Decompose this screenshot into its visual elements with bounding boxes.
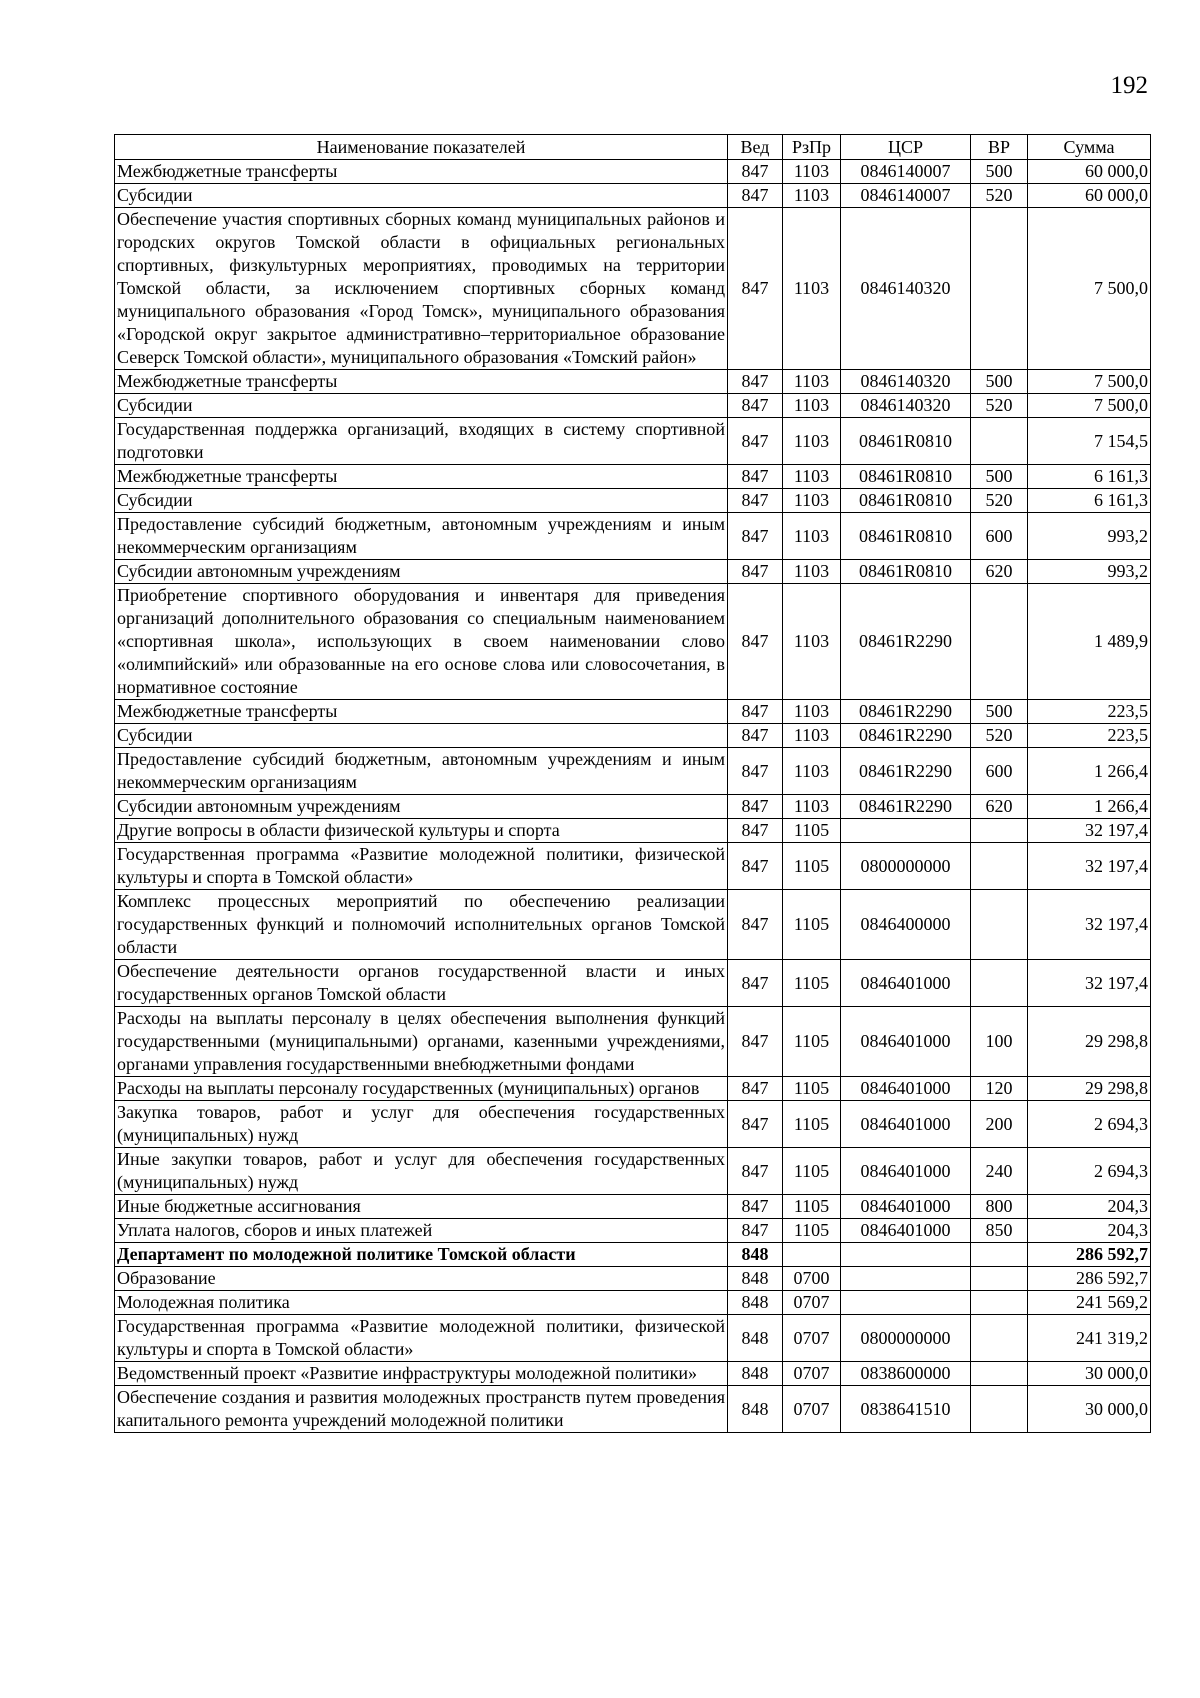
csr-cell: 0846401000 bbox=[841, 1219, 971, 1243]
ved-cell: 848 bbox=[728, 1243, 783, 1267]
rzpr-cell: 0707 bbox=[783, 1291, 841, 1315]
sum-cell: 204,3 bbox=[1028, 1219, 1151, 1243]
vr-cell bbox=[971, 843, 1028, 890]
column-header-csr: ЦСР bbox=[841, 135, 971, 160]
rzpr-cell: 0707 bbox=[783, 1315, 841, 1362]
csr-cell: 08461R2290 bbox=[841, 724, 971, 748]
sum-cell: 7 500,0 bbox=[1028, 370, 1151, 394]
table-row bbox=[115, 1243, 1151, 1267]
vr-cell bbox=[971, 819, 1028, 843]
vr-cell: 520 bbox=[971, 394, 1028, 418]
csr-cell: 0846140007 bbox=[841, 184, 971, 208]
table-row bbox=[115, 560, 1151, 584]
csr-cell bbox=[841, 1243, 971, 1267]
ved-cell: 848 bbox=[728, 1291, 783, 1315]
table-row bbox=[115, 748, 1151, 795]
table-row bbox=[115, 1219, 1151, 1243]
vr-cell: 100 bbox=[971, 1007, 1028, 1077]
table-row bbox=[115, 394, 1151, 418]
rzpr-cell: 1103 bbox=[783, 160, 841, 184]
vr-cell bbox=[971, 208, 1028, 370]
table-row bbox=[115, 489, 1151, 513]
ved-cell: 847 bbox=[728, 795, 783, 819]
rzpr-cell: 1103 bbox=[783, 795, 841, 819]
table-row bbox=[115, 724, 1151, 748]
table-body bbox=[115, 160, 1151, 1433]
rzpr-cell: 1105 bbox=[783, 1077, 841, 1101]
vr-cell: 620 bbox=[971, 560, 1028, 584]
rzpr-cell: 1105 bbox=[783, 1148, 841, 1195]
name-cell: Субсидии bbox=[115, 489, 728, 513]
vr-cell: 850 bbox=[971, 1219, 1028, 1243]
name-cell: Государственная программа «Развитие молодежной политики, физической культуры и спорта в Томской области» bbox=[115, 843, 728, 890]
table-row bbox=[115, 1148, 1151, 1195]
vr-cell: 520 bbox=[971, 184, 1028, 208]
rzpr-cell: 1103 bbox=[783, 584, 841, 700]
ved-cell: 847 bbox=[728, 1101, 783, 1148]
rzpr-cell: 1105 bbox=[783, 843, 841, 890]
rzpr-cell: 0707 bbox=[783, 1362, 841, 1386]
name-cell: Другие вопросы в области физической культуры и спорта bbox=[115, 819, 728, 843]
rzpr-cell bbox=[783, 1243, 841, 1267]
name-cell: Предоставление субсидий бюджетным, автономным учреждениям и иным некоммерческим организациям bbox=[115, 513, 728, 560]
vr-cell bbox=[971, 418, 1028, 465]
sum-cell: 223,5 bbox=[1028, 700, 1151, 724]
ved-cell: 847 bbox=[728, 843, 783, 890]
rzpr-cell: 1103 bbox=[783, 418, 841, 465]
vr-cell: 500 bbox=[971, 700, 1028, 724]
sum-cell: 241 319,2 bbox=[1028, 1315, 1151, 1362]
csr-cell: 0846140320 bbox=[841, 394, 971, 418]
csr-cell bbox=[841, 819, 971, 843]
rzpr-cell: 1103 bbox=[783, 370, 841, 394]
name-cell: Иные закупки товаров, работ и услуг для обеспечения государственных (муниципальных) нужд bbox=[115, 1148, 728, 1195]
rzpr-cell: 1103 bbox=[783, 560, 841, 584]
vr-cell bbox=[971, 1267, 1028, 1291]
sum-cell: 223,5 bbox=[1028, 724, 1151, 748]
column-header-rzpr: РзПр bbox=[783, 135, 841, 160]
name-cell: Обеспечение деятельности органов государственной власти и иных государственных органов Томской области bbox=[115, 960, 728, 1007]
csr-cell: 0846401000 bbox=[841, 1077, 971, 1101]
sum-cell: 1 266,4 bbox=[1028, 748, 1151, 795]
csr-cell: 08461R0810 bbox=[841, 560, 971, 584]
sum-cell: 32 197,4 bbox=[1028, 819, 1151, 843]
vr-cell: 500 bbox=[971, 370, 1028, 394]
name-cell: Расходы на выплаты персоналу государственных (муниципальных) органов bbox=[115, 1077, 728, 1101]
table-row bbox=[115, 418, 1151, 465]
sum-cell: 60 000,0 bbox=[1028, 184, 1151, 208]
sum-cell: 286 592,7 bbox=[1028, 1243, 1151, 1267]
table-row bbox=[115, 1077, 1151, 1101]
ved-cell: 848 bbox=[728, 1386, 783, 1433]
ved-cell: 847 bbox=[728, 370, 783, 394]
name-cell: Межбюджетные трансферты bbox=[115, 160, 728, 184]
vr-cell: 520 bbox=[971, 489, 1028, 513]
ved-cell: 847 bbox=[728, 1077, 783, 1101]
sum-cell: 2 694,3 bbox=[1028, 1148, 1151, 1195]
table-row bbox=[115, 1386, 1151, 1433]
rzpr-cell: 1105 bbox=[783, 1101, 841, 1148]
name-cell: Молодежная политика bbox=[115, 1291, 728, 1315]
ved-cell: 847 bbox=[728, 748, 783, 795]
rzpr-cell: 1103 bbox=[783, 489, 841, 513]
vr-cell: 240 bbox=[971, 1148, 1028, 1195]
ved-cell: 847 bbox=[728, 560, 783, 584]
rzpr-cell: 1103 bbox=[783, 465, 841, 489]
column-header-name: Наименование показателей bbox=[115, 135, 728, 160]
ved-cell: 847 bbox=[728, 513, 783, 560]
sum-cell: 30 000,0 bbox=[1028, 1362, 1151, 1386]
rzpr-cell: 0700 bbox=[783, 1267, 841, 1291]
vr-cell bbox=[971, 890, 1028, 960]
csr-cell: 0846401000 bbox=[841, 1195, 971, 1219]
table-row bbox=[115, 184, 1151, 208]
ved-cell: 848 bbox=[728, 1362, 783, 1386]
name-cell: Субсидии bbox=[115, 724, 728, 748]
csr-cell: 08461R0810 bbox=[841, 489, 971, 513]
ved-cell: 847 bbox=[728, 819, 783, 843]
table-row bbox=[115, 795, 1151, 819]
csr-cell: 0846140320 bbox=[841, 208, 971, 370]
name-cell: Межбюджетные трансферты bbox=[115, 700, 728, 724]
column-header-vr: ВР bbox=[971, 135, 1028, 160]
table-row bbox=[115, 1267, 1151, 1291]
name-cell: Уплата налогов, сборов и иных платежей bbox=[115, 1219, 728, 1243]
name-cell: Межбюджетные трансферты bbox=[115, 370, 728, 394]
ved-cell: 848 bbox=[728, 1267, 783, 1291]
rzpr-cell: 1103 bbox=[783, 724, 841, 748]
name-cell: Субсидии автономным учреждениям bbox=[115, 795, 728, 819]
sum-cell: 7 154,5 bbox=[1028, 418, 1151, 465]
table-row bbox=[115, 1362, 1151, 1386]
sum-cell: 29 298,8 bbox=[1028, 1007, 1151, 1077]
page-number: 192 bbox=[1110, 72, 1148, 99]
csr-cell: 0846401000 bbox=[841, 1148, 971, 1195]
table-row bbox=[115, 960, 1151, 1007]
vr-cell: 800 bbox=[971, 1195, 1028, 1219]
name-cell: Обеспечение создания и развития молодежных пространств путем проведения капитального ремонта учреждений молодежной политики bbox=[115, 1386, 728, 1433]
sum-cell: 204,3 bbox=[1028, 1195, 1151, 1219]
sum-cell: 60 000,0 bbox=[1028, 160, 1151, 184]
sum-cell: 7 500,0 bbox=[1028, 208, 1151, 370]
table-row bbox=[115, 208, 1151, 370]
csr-cell: 08461R2290 bbox=[841, 700, 971, 724]
name-cell: Государственная программа «Развитие молодежной политики, физической культуры и спорта в Томской области» bbox=[115, 1315, 728, 1362]
vr-cell bbox=[971, 960, 1028, 1007]
vr-cell: 500 bbox=[971, 465, 1028, 489]
csr-cell: 0846401000 bbox=[841, 1101, 971, 1148]
name-cell: Приобретение спортивного оборудования и инвентаря для приведения организаций дополнительного образования со специальным наименованием «спортивная школа», использующих в своем наименовании слово «олимпийский» или образованные на его основе слова или словосочетания, в нормативное состояние bbox=[115, 584, 728, 700]
ved-cell: 847 bbox=[728, 700, 783, 724]
rzpr-cell: 1103 bbox=[783, 748, 841, 795]
vr-cell: 620 bbox=[971, 795, 1028, 819]
name-cell: Обеспечение участия спортивных сборных команд муниципальных районов и городских округов Томской области в официальных региональных спортивных, физкультурных мероприятиях, проводимых на территории Томской области, за исключением спортивных сборных команд муниципального образования «Город Томск», муниципального образования «Городской округ закрытое административно–территориальное образование Северск Томской области», муниципального образования «Томский район» bbox=[115, 208, 728, 370]
table-row bbox=[115, 700, 1151, 724]
vr-cell: 520 bbox=[971, 724, 1028, 748]
table-row bbox=[115, 584, 1151, 700]
table-row bbox=[115, 1315, 1151, 1362]
name-cell: Субсидии bbox=[115, 394, 728, 418]
table-row bbox=[115, 160, 1151, 184]
name-cell: Иные бюджетные ассигнования bbox=[115, 1195, 728, 1219]
rzpr-cell: 1105 bbox=[783, 1219, 841, 1243]
rzpr-cell: 1105 bbox=[783, 1007, 841, 1077]
ved-cell: 847 bbox=[728, 1148, 783, 1195]
csr-cell: 08461R0810 bbox=[841, 418, 971, 465]
ved-cell: 847 bbox=[728, 208, 783, 370]
ved-cell: 847 bbox=[728, 184, 783, 208]
csr-cell: 08461R0810 bbox=[841, 513, 971, 560]
column-header-ved: Вед bbox=[728, 135, 783, 160]
csr-cell: 0846140007 bbox=[841, 160, 971, 184]
rzpr-cell: 1105 bbox=[783, 960, 841, 1007]
csr-cell: 0838641510 bbox=[841, 1386, 971, 1433]
sum-cell: 7 500,0 bbox=[1028, 394, 1151, 418]
name-cell: Государственная поддержка организаций, входящих в систему спортивной подготовки bbox=[115, 418, 728, 465]
csr-cell: 08461R2290 bbox=[841, 795, 971, 819]
rzpr-cell: 0707 bbox=[783, 1386, 841, 1433]
csr-cell: 0800000000 bbox=[841, 1315, 971, 1362]
rzpr-cell: 1103 bbox=[783, 513, 841, 560]
vr-cell: 600 bbox=[971, 748, 1028, 795]
ved-cell: 847 bbox=[728, 724, 783, 748]
ved-cell: 847 bbox=[728, 160, 783, 184]
vr-cell bbox=[971, 584, 1028, 700]
csr-cell: 0838600000 bbox=[841, 1362, 971, 1386]
csr-cell bbox=[841, 1291, 971, 1315]
name-cell: Ведомственный проект «Развитие инфраструктуры молодежной политики» bbox=[115, 1362, 728, 1386]
sum-cell: 30 000,0 bbox=[1028, 1386, 1151, 1433]
table-row bbox=[115, 890, 1151, 960]
table-row bbox=[115, 1291, 1151, 1315]
table-header-row bbox=[115, 135, 1151, 160]
sum-cell: 1 489,9 bbox=[1028, 584, 1151, 700]
sum-cell: 993,2 bbox=[1028, 513, 1151, 560]
ved-cell: 848 bbox=[728, 1315, 783, 1362]
table-row bbox=[115, 819, 1151, 843]
table-row bbox=[115, 1195, 1151, 1219]
table-row bbox=[115, 513, 1151, 560]
name-cell: Предоставление субсидий бюджетным, автономным учреждениям и иным некоммерческим организациям bbox=[115, 748, 728, 795]
ved-cell: 847 bbox=[728, 394, 783, 418]
name-cell: Расходы на выплаты персоналу в целях обеспечения выполнения функций государственными (муниципальными) органами, казенными учреждениями, органами управления государственными внебюджетными фондами bbox=[115, 1007, 728, 1077]
csr-cell: 0846140320 bbox=[841, 370, 971, 394]
name-cell: Департамент по молодежной политике Томской области bbox=[115, 1243, 728, 1267]
name-cell: Субсидии автономным учреждениям bbox=[115, 560, 728, 584]
table-row bbox=[115, 465, 1151, 489]
csr-cell: 0846401000 bbox=[841, 960, 971, 1007]
csr-cell: 08461R2290 bbox=[841, 584, 971, 700]
budget-table bbox=[114, 134, 1151, 1433]
name-cell: Комплекс процессных мероприятий по обеспечению реализации государственных функций и полномочий исполнительных органов Томской области bbox=[115, 890, 728, 960]
ved-cell: 847 bbox=[728, 489, 783, 513]
ved-cell: 847 bbox=[728, 960, 783, 1007]
vr-cell bbox=[971, 1243, 1028, 1267]
name-cell: Закупка товаров, работ и услуг для обеспечения государственных (муниципальных) нужд bbox=[115, 1101, 728, 1148]
table-row bbox=[115, 370, 1151, 394]
vr-cell bbox=[971, 1315, 1028, 1362]
sum-cell: 32 197,4 bbox=[1028, 843, 1151, 890]
rzpr-cell: 1105 bbox=[783, 819, 841, 843]
table-row bbox=[115, 1007, 1151, 1077]
ved-cell: 847 bbox=[728, 1219, 783, 1243]
vr-cell: 500 bbox=[971, 160, 1028, 184]
ved-cell: 847 bbox=[728, 584, 783, 700]
csr-cell: 0800000000 bbox=[841, 843, 971, 890]
sum-cell: 29 298,8 bbox=[1028, 1077, 1151, 1101]
csr-cell: 0846401000 bbox=[841, 1007, 971, 1077]
vr-cell bbox=[971, 1362, 1028, 1386]
ved-cell: 847 bbox=[728, 1007, 783, 1077]
name-cell: Субсидии bbox=[115, 184, 728, 208]
rzpr-cell: 1103 bbox=[783, 700, 841, 724]
csr-cell: 0846400000 bbox=[841, 890, 971, 960]
vr-cell bbox=[971, 1291, 1028, 1315]
vr-cell bbox=[971, 1386, 1028, 1433]
sum-cell: 241 569,2 bbox=[1028, 1291, 1151, 1315]
name-cell: Образование bbox=[115, 1267, 728, 1291]
sum-cell: 6 161,3 bbox=[1028, 489, 1151, 513]
rzpr-cell: 1103 bbox=[783, 208, 841, 370]
sum-cell: 2 694,3 bbox=[1028, 1101, 1151, 1148]
column-header-sum: Сумма bbox=[1028, 135, 1151, 160]
rzpr-cell: 1105 bbox=[783, 1195, 841, 1219]
vr-cell: 200 bbox=[971, 1101, 1028, 1148]
vr-cell: 600 bbox=[971, 513, 1028, 560]
vr-cell: 120 bbox=[971, 1077, 1028, 1101]
name-cell: Межбюджетные трансферты bbox=[115, 465, 728, 489]
csr-cell: 08461R2290 bbox=[841, 748, 971, 795]
sum-cell: 993,2 bbox=[1028, 560, 1151, 584]
csr-cell: 08461R0810 bbox=[841, 465, 971, 489]
sum-cell: 286 592,7 bbox=[1028, 1267, 1151, 1291]
rzpr-cell: 1105 bbox=[783, 890, 841, 960]
sum-cell: 32 197,4 bbox=[1028, 890, 1151, 960]
ved-cell: 847 bbox=[728, 418, 783, 465]
ved-cell: 847 bbox=[728, 1195, 783, 1219]
table-row bbox=[115, 843, 1151, 890]
ved-cell: 847 bbox=[728, 465, 783, 489]
sum-cell: 6 161,3 bbox=[1028, 465, 1151, 489]
csr-cell bbox=[841, 1267, 971, 1291]
sum-cell: 1 266,4 bbox=[1028, 795, 1151, 819]
rzpr-cell: 1103 bbox=[783, 184, 841, 208]
ved-cell: 847 bbox=[728, 890, 783, 960]
table-row bbox=[115, 1101, 1151, 1148]
rzpr-cell: 1103 bbox=[783, 394, 841, 418]
sum-cell: 32 197,4 bbox=[1028, 960, 1151, 1007]
